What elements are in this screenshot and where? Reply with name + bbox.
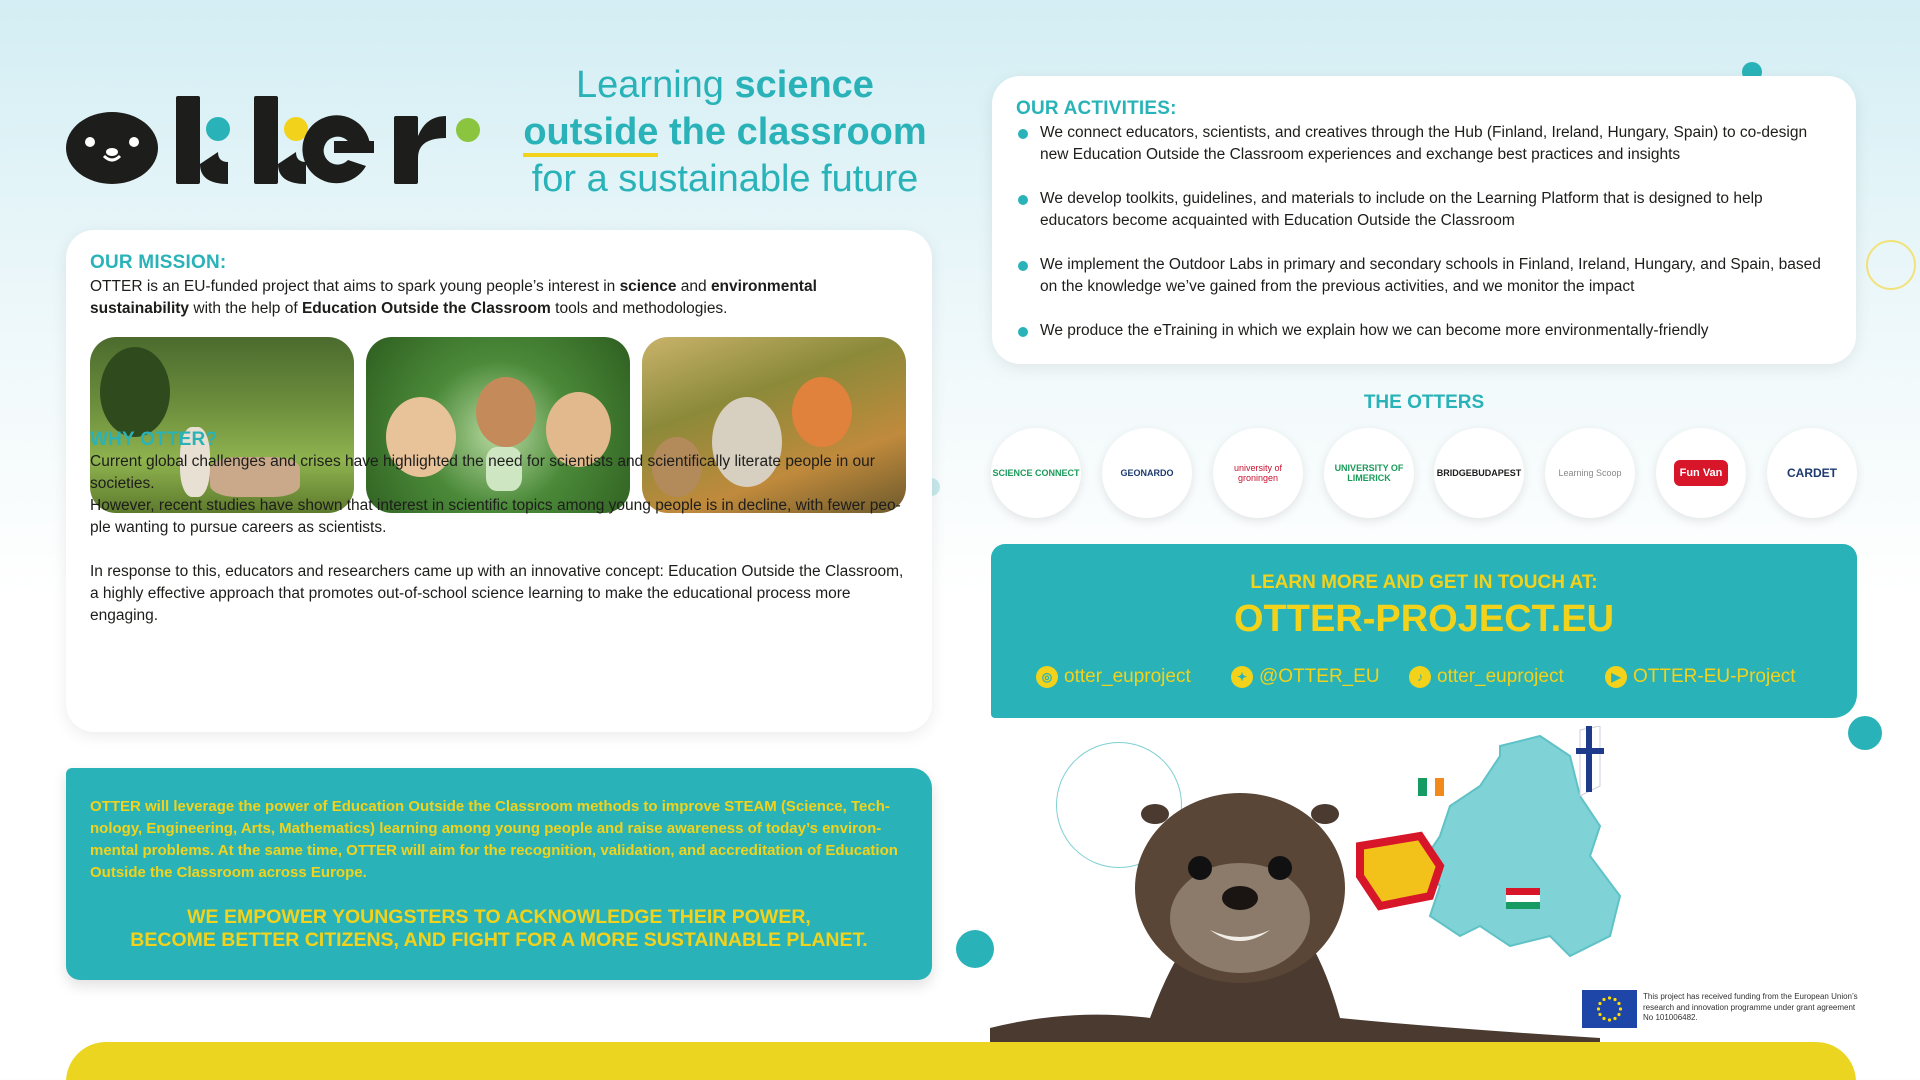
statement-banner: [66, 768, 932, 980]
statement-paragraph: OTTER will leverage the power of Education Outside the Classroom methods to improve STEAM (Science, Tech-nology, Engineering, Arts, Mathematics) learning among young people and raise awareness of today’s environ-mental problems. At the same time, OTTER will aim for the recognition, validation, and accreditation of Education Outside the Classroom across Europe.: [90, 798, 898, 881]
why-paragraph-3: In response to this, educators and researchers came up with an innovative concept: Education Outside the Classroom, a highly effective approach that promotes out-of-school science learning to make the educational process more engaging.: [90, 563, 904, 624]
activities-list: [1016, 122, 1834, 342]
activity-item: We develop toolkits, guidelines, and materials to include on the Learning Platform that is designed to help educators become acquainted with Education Outside the Classroom: [1016, 188, 1834, 232]
deco-dot: [1848, 716, 1882, 750]
social-instagram[interactable]: ◎ otter_euproject: [1036, 666, 1191, 688]
partner-logo-learning-scoop[interactable]: Learning Scoop: [1545, 428, 1635, 518]
otter-face-icon: [66, 112, 158, 184]
partner-logo-limerick[interactable]: UNIVERSITY OF LIMERICK: [1324, 428, 1414, 518]
activities-title: OUR ACTIVITIES:: [1016, 98, 1177, 119]
activity-item: We connect educators, scientists, and creatives through the Hub (Finland, Ireland, Hungary, Spain) to co-design new Education Outside the Classroom experiences and exchange best practices and insights: [1016, 122, 1834, 166]
otter-logo: [66, 86, 486, 196]
partners-title: THE OTTERS: [1363, 392, 1485, 413]
partner-logo-bridgebudapest[interactable]: BRIDGEBUDAPEST: [1434, 428, 1524, 518]
social-tiktok[interactable]: ♪ otter_euproject: [1409, 666, 1564, 688]
otter-photo: [990, 768, 1600, 1058]
mission-text: OTTER is an EU-funded project that aims to spark young people’s interest in science and environmental sustainability with the help of Education Outside the Classroom tools and methodologies.: [90, 278, 817, 317]
activities-card: [992, 76, 1856, 364]
twitter-icon: ✦: [1231, 666, 1253, 688]
mission-title: OUR MISSION:: [90, 252, 227, 273]
social-youtube[interactable]: ▶ OTTER-EU-Project: [1605, 666, 1796, 688]
statement-slogan: WE EMPOWER YOUNGSTERS TO ACKNOWLEDGE THEIR POWER, BECOME BETTER CITIZENS, AND FIGHT FOR A MORE SUSTAINABLE PLANET.: [130, 906, 868, 951]
social-twitter[interactable]: ✦ @OTTER_EU: [1231, 666, 1380, 688]
contact-banner: [991, 544, 1857, 718]
deco-ring: [1866, 240, 1916, 290]
partner-logo-groningen[interactable]: university of groningen: [1213, 428, 1303, 518]
mission-card: [66, 230, 932, 732]
why-paragraph-1: Current global challenges and crises have highlighted the need for scientists and scientifically literate people in our societies.: [90, 453, 875, 492]
why-paragraph-2: However, recent studies have shown that interest in scientific topics among young people is in decline, with fewer peo-ple wanting to pursue careers as scientists.: [90, 497, 901, 536]
activity-item: We produce the eTraining in which we explain how we can become more environmentally-friendly: [1016, 320, 1834, 342]
instagram-icon: ◎: [1036, 666, 1058, 688]
contact-heading: LEARN MORE AND GET IN TOUCH AT:: [1250, 572, 1598, 593]
footer-bar: [66, 1042, 1856, 1080]
partner-logo-cardet[interactable]: CARDET: [1767, 428, 1857, 518]
youtube-icon: ▶: [1605, 666, 1627, 688]
tagline: Learning science outside the classroom for a sustainable future: [523, 64, 927, 200]
deco-dot: [956, 930, 994, 968]
partner-logo-funvan[interactable]: Fun Van: [1656, 428, 1746, 518]
partner-logo-science-connect[interactable]: SCIENCE CONNECT: [991, 428, 1081, 518]
partner-logo-geonardo[interactable]: GEONARDO: [1102, 428, 1192, 518]
why-title: WHY OTTER?: [90, 429, 218, 450]
eu-flag-icon: [1582, 990, 1637, 1028]
website-link[interactable]: OTTER-PROJECT.EU: [1233, 598, 1615, 640]
eu-funding-note: This project has received funding from the European Union’s research and innovation programme under grant agreement No 101006482.: [1643, 992, 1858, 1022]
tiktok-icon: ♪: [1409, 666, 1431, 688]
activity-item: We implement the Outdoor Labs in primary and secondary schools in Finland, Ireland, Hungary, and Spain, based on the knowledge we’ve gained from the previous activities, and we monitor the impact: [1016, 254, 1834, 298]
